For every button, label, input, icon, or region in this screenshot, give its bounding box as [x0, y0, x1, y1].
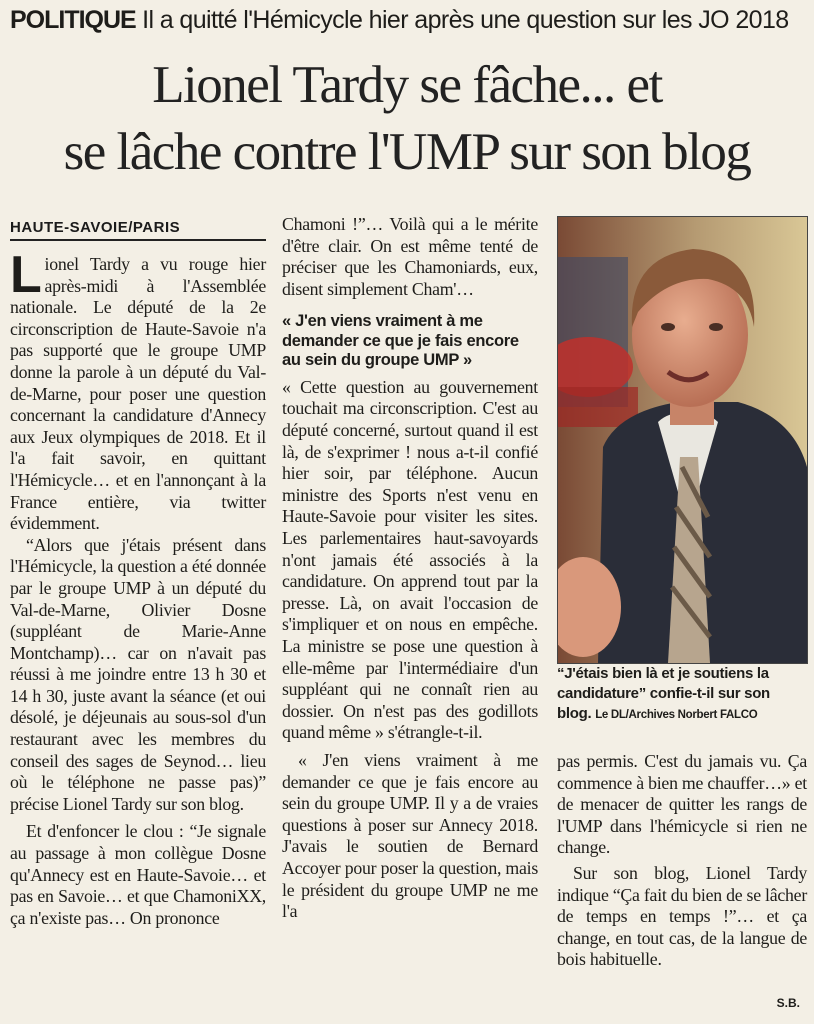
paragraph-lead-text: ionel Tardy a vu rouge hier après-midi à l'Assemblée nationale. Le député de la 2e circonscription de Haute-Savoie n'a pas supporté que le groupe UMP donne la parole à un député du Val-de-Marne, pour poser une question concernant la candidature d'Annecy aux Jeux olympiques de 2018. Et il l'a fait savoir, en quittant l'Hémicycle… et en l'annonçant à la France entière, via twitter évidemment.	[10, 254, 266, 534]
paragraph: “Alors que j'étais présent dans l'Hémicycle, la question a été donnée par le groupe UMP à un député du Val-de-Marne, Olivier Dosne (suppléant de Marie-Anne Montchamp)… car on n'avait pas réussi à me joindre entre 13 h 30 et 14 h 30, juste avant la séance (et oui désolé, je déjeunais au sous-sol d'un restaurant avec les membres du conseil des sages de Seynod… lieu où le téléphone ne passe pas)” précise Lionel Tardy sur son blog.	[10, 534, 266, 814]
subheading: « J'en viens vraiment à me demander ce que je fais encore au sein du groupe UMP »	[282, 312, 519, 370]
paragraph: Chamoni !”… Voilà qui a le mérite d'être clair. On est même tenté de préciser que les Chamoniards, eux, disent simplement Cham'…	[282, 214, 538, 299]
portrait-photo	[557, 216, 808, 664]
paragraph: « Cette question au gouvernement touchait ma circonscription. C'est au député concerné, surtout quand il est là, de s'exprimer ! nous a-t-il confié hier soir, par téléphone. Aucun ministre des Sports n'est venu en Haute-Savoie pour visiter les sites. Les parlementaires haut-savoyards n'ont jamais été associés à la candidature. On apprend tout par la presse. Là, on avait l'occasion de s'impliquer et on nous en empêche. La ministre se pose une question à elle-même par l'intermédiaire d'un suppléant qui ne connaît rien au dossier. On n'est pas des godillots quand même » s'étrangle-t-il.	[282, 376, 538, 743]
dateline-rule	[10, 239, 266, 241]
paragraph-lead	[10, 246, 266, 535]
caption-text: “J'étais bien là et je soutiens la candidature” confie-t-il sur son blog.	[557, 665, 770, 722]
paragraph: Et d'enfoncer le clou : “Je signale au passage à mon collègue Dosne qu'Annecy est en Haute-Savoie… et pas en Savoie… et que ChamoniXX, ça n'existe pas… On prononce	[10, 821, 266, 928]
kicker	[10, 6, 806, 35]
paragraph: Sur son blog, Lionel Tardy indique “Ça fait du bien de se lâcher de temps en temps !”… et ça change, en tout cas, de la langue de bois habituelle.	[557, 862, 807, 970]
photo-credit: Le DL/Archives Norbert FALCO	[595, 709, 758, 721]
paragraph: pas permis. C'est du jamais vu. Ça commence à bien me chauffer…» et de menacer de quitter les rangs de l'UMP dans l'hémicycle si rien ne change.	[557, 751, 807, 858]
headline-line-1: Lionel Tardy se fâche... et	[152, 56, 662, 114]
article-column-2	[282, 214, 538, 923]
article-column-1	[10, 246, 266, 929]
headline	[0, 52, 814, 186]
section-tag: POLITIQUE	[10, 6, 136, 34]
portrait-illustration	[558, 217, 807, 663]
drop-cap: L	[10, 246, 42, 304]
kicker-text: Il a quitté l'Hémicycle hier après une question sur les JO 2018	[142, 6, 789, 34]
article-column-3	[557, 751, 807, 971]
dateline: HAUTE-SAVOIE/PARIS	[10, 219, 181, 236]
headline-line-2: se lâche contre l'UMP sur son blog	[63, 123, 751, 181]
photo-caption	[557, 664, 807, 725]
paragraph: « J'en viens vraiment à me demander ce que je fais encore au sein du groupe UMP. Il y a de vraies questions à poser sur Annecy 2018. J'avais le soutien de Bernard Accoyer pour poser la question, mais le président du groupe UMP ne me l'a	[282, 749, 538, 922]
author-signature: S.B.	[776, 996, 800, 1010]
